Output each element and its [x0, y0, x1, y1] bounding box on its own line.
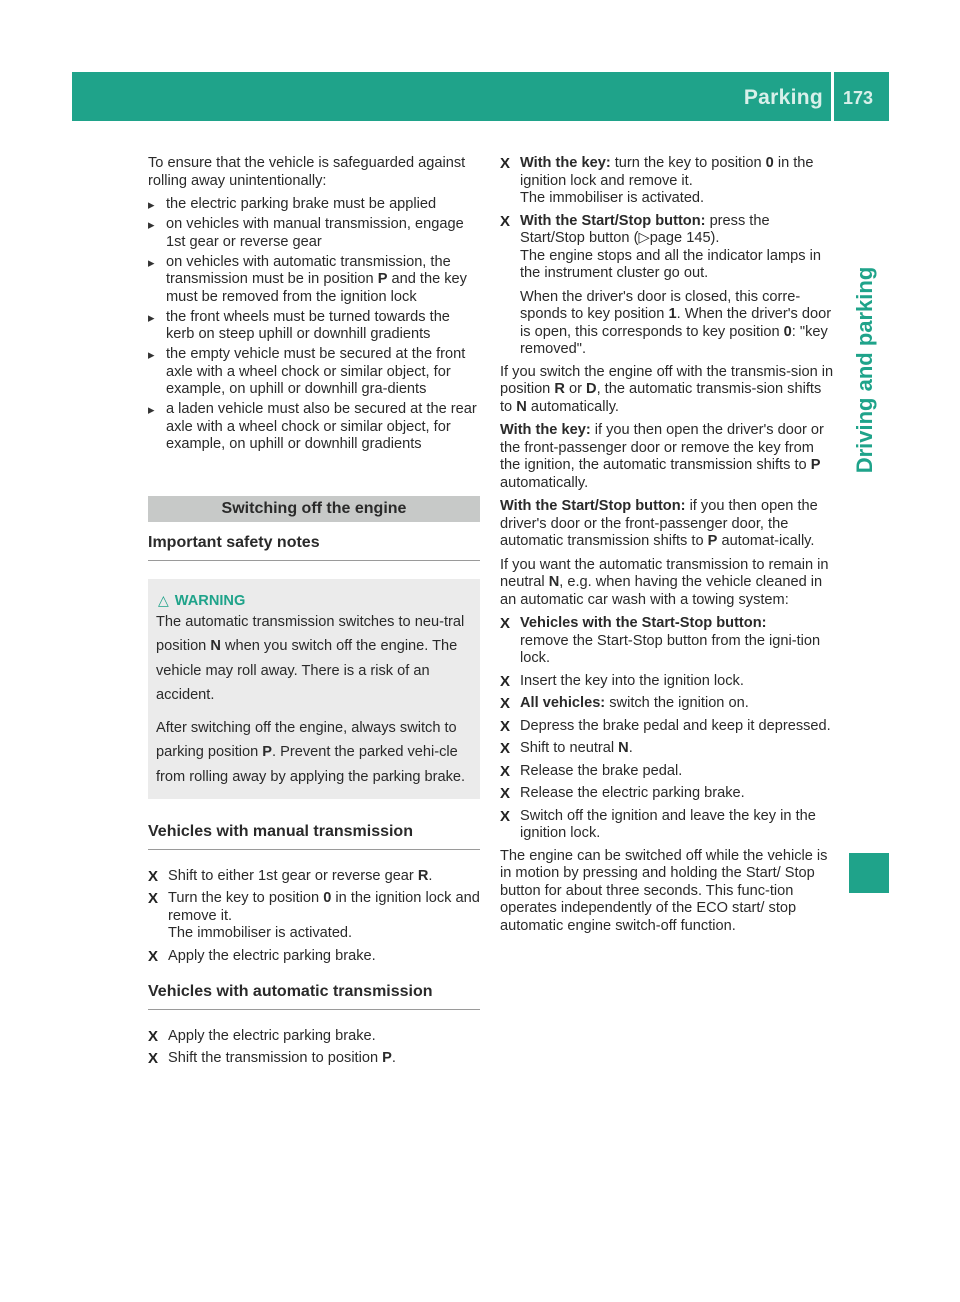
section-title: Parking [743, 86, 823, 109]
step-item: X Depress the brake pedal and keep it depressed. [500, 717, 831, 735]
side-tab-label: Driving and parking [852, 266, 877, 474]
step-item: X Insert the key into the ignition lock. [500, 672, 744, 690]
left-column [148, 155, 480, 1073]
warning-icon: △ [158, 591, 169, 608]
step-arrow-icon: X [500, 762, 511, 780]
warning-box [148, 579, 480, 800]
section-heading: Switching off the engine [148, 496, 480, 523]
step-item: X Turn the key to position 0 in the ignition lock and remove it. The immobiliser is activated. [148, 890, 480, 941]
step-item: X Shift the transmission to position P. [148, 1050, 396, 1067]
warning-text: After switching off the engine, always switch to parking position P. Prevent the parked vehi-cle from rolling away by applying the parking brake. [156, 719, 466, 785]
step-arrow-icon: X [500, 807, 511, 825]
page-ref-icon: ▷ [638, 230, 650, 246]
list-item: ▸ a laden vehicle must also be secured at the rear axle with a wheel chock or similar object, for example, on uphill or downhill gradients [148, 401, 480, 454]
step-arrow-icon: X [500, 615, 511, 632]
paragraph: If you switch the engine off with the transmis-sion in position R or D, the automatic transmis-sion shifts to N automatically. [500, 363, 834, 415]
manual-heading: Vehicles with manual transmission [148, 823, 480, 850]
step-arrow-icon: X [500, 672, 511, 690]
step-arrow-icon: X [500, 785, 511, 802]
auto-heading: Vehicles with automatic transmission [148, 983, 480, 1010]
intro-paragraph: To ensure that the vehicle is safeguarded against rolling away unintentionally: [148, 155, 466, 189]
paragraph: The engine can be switched off while the vehicle is in motion by pressing and holding the Start/ Stop button for about three seconds. This func-tion operates independently of the ECO start/ stop automatic engine switch-off function. [500, 847, 828, 934]
step-arrow-icon: X [500, 717, 511, 735]
manual-steps [148, 868, 480, 966]
step-item: X Switch off the ignition and leave the key in the ignition lock. [500, 807, 816, 841]
step-item: X Shift to neutral N. [500, 740, 633, 757]
step-arrow-icon: X [148, 947, 159, 965]
list-item: ▸ on vehicles with automatic transmission, the transmission must be in position P and the key must be removed from the ignition lock [148, 254, 480, 307]
step-arrow-icon: X [148, 867, 159, 885]
step-item: X With the Start/Stop button: press the Start/Stop button (▷page 145). The engine stops and all the indicator lamps in the instrument cluster go out. When the driver's door is closed, this corre-sponds to key position 1. When the driver's door is open, this corresponds to key position 0: "key removed". [500, 212, 832, 357]
step-item: X Release the brake pedal. [500, 762, 683, 780]
step-item: X Apply the electric parking brake. [148, 1027, 376, 1045]
warning-label: WARNING [174, 592, 246, 609]
list-item: ▸ the empty vehicle must be secured at the front axle with a wheel chock or similar object, for example, on uphill or downhill gra-dients [148, 346, 480, 399]
step-item: X All vehicles: switch the ignition on. [500, 695, 749, 712]
requirements-list [148, 196, 480, 454]
step-item: X Vehicles with the Start-Stop button: remove the Start-Stop button from the igni-tion lock. [500, 615, 821, 666]
warning-text: The automatic transmission switches to neu-tral position N when you switch off the engine. The vehicle may roll away. There is a risk of an accident. [156, 613, 465, 703]
page-number: 173 [843, 88, 874, 108]
step-item: X Release the electric parking brake. [500, 785, 745, 802]
neutral-steps [500, 615, 835, 843]
step-item: X Shift to either 1st gear or reverse gear R. [148, 867, 433, 885]
step-arrow-icon: X [148, 890, 159, 907]
step-item: X Apply the electric parking brake. [148, 947, 376, 965]
step-arrow-icon: X [500, 695, 511, 712]
step-arrow-icon: X [500, 740, 511, 757]
step-arrow-icon: X [500, 155, 511, 172]
list-item: ▸ the front wheels must be turned towards the kerb on steep uphill or downhill gradients [148, 309, 480, 344]
list-item: ▸ on vehicles with manual transmission, engage 1st gear or reverse gear [148, 216, 480, 251]
warning-header [156, 591, 472, 610]
right-column [500, 155, 835, 941]
safety-heading: Important safety notes [148, 534, 480, 561]
step-arrow-icon: X [500, 212, 511, 230]
paragraph: If you want the automatic transmission to remain in neutral N, e.g. when having the vehicle cleaned in an automatic car wash with a towing system: [500, 556, 829, 608]
header-divider [831, 72, 834, 121]
step-arrow-icon: X [148, 1050, 159, 1067]
side-tab-marker [849, 853, 889, 893]
paragraph: With the Start/Stop button: if you then open the driver's door or the front-passenger door, the automatic transmission shifts to P automat-ically. [500, 498, 818, 549]
step-item: X With the key: turn the key to position 0 in the ignition lock and remove it. The immobiliser is activated. [500, 155, 814, 206]
list-item: ▸ the electric parking brake must be applied [148, 196, 480, 214]
auto-steps [148, 1028, 480, 1068]
switch-off-steps [500, 155, 835, 359]
paragraph: With the key: if you then open the driver's door or the front-passenger door or remove the key from the ignition, the automatic transmission shifts to P automatically. [500, 422, 824, 491]
step-arrow-icon: X [148, 1027, 159, 1045]
